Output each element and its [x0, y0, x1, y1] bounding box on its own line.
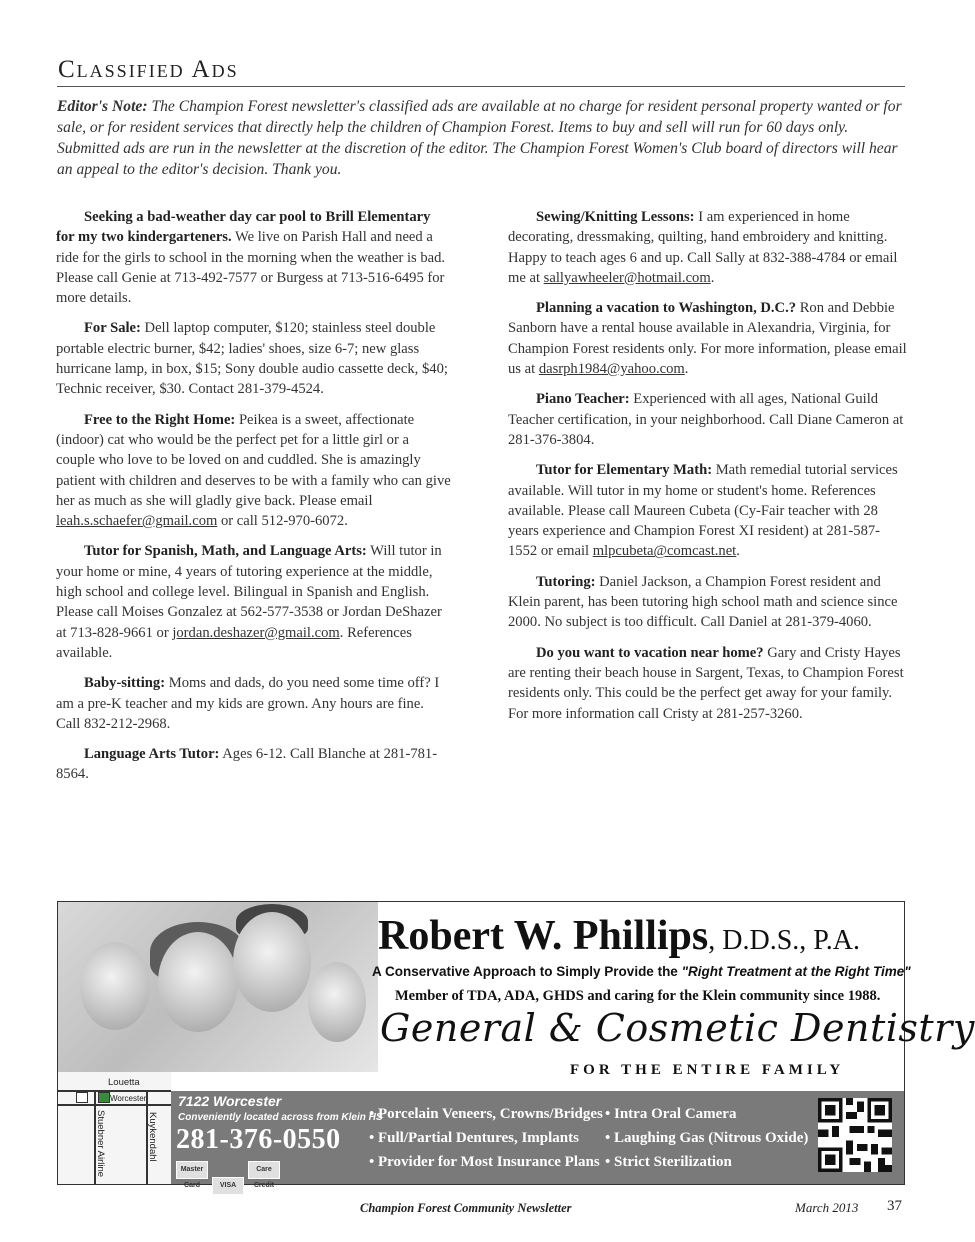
classified-ad [508, 572, 908, 633]
service-item: • Intra Oral Camera [605, 1106, 737, 1122]
page-number: 37 [887, 1198, 902, 1214]
family-photo [58, 902, 378, 1072]
map-label-stuebner: Stuebner Airline [95, 1110, 106, 1178]
tagline-emphasis: "Right Treatment at the Right Time" [681, 964, 911, 979]
editor-note [57, 96, 907, 180]
email-link[interactable]: sallyawheeler@hotmail.com [543, 269, 711, 286]
editor-note-text: The Champion Forest newsletter's classified ads are available at no charge for resident personal property wanted or for sale, or for resident services that directly help the children of Champion Forest. Items to buy and sell will run for 60 days only. Submitted ads are run in the newsletter at the discretion of the editor. The Champion Forest Women's Club board of directors will hear an appeal to the editor's decision. Thank you. [57, 98, 902, 178]
ad-body-end: . [710, 269, 715, 286]
classified-ad [56, 318, 451, 399]
email-link[interactable]: mlpcubeta@comcast.net [592, 543, 737, 560]
ad-body-end: . References available. [56, 624, 412, 661]
ad-heading: Sewing/Knitting Lessons: [536, 209, 695, 225]
membership-line: Member of TDA, ADA, GHDS and caring for the Klein community since 1988. [395, 988, 881, 1004]
ad-body: Dell laptop computer, $120; stainless steel double portable electric burner, $42; ladies' shoes, size 6-7; new glass hurricane lamp, in box, $15; Sony double audio cassette deck, $40; Technic receiver, $30. Contact 281-379-4524. [56, 320, 448, 398]
title-rule [57, 86, 905, 87]
family-subtitle: FOR THE ENTIRE FAMILY [570, 1062, 845, 1078]
classified-ad [56, 207, 451, 308]
qr-code-icon [818, 1098, 892, 1172]
ad-body: We live on Parish Hall and need a ride for the girls to school in the morning when the weather is bad. Please call Genie at 713-492-7577 or Burgess at 713-516-6495 for more details. [56, 229, 446, 307]
left-column [56, 207, 451, 795]
ad-body: Gary and Cristy Hayes are renting their beach house in Sargent, Texas, to Champion Forest residents only. This could be the perfect get away for your family. For more information call Cristy at 281-257-3260. [508, 644, 904, 722]
email-link[interactable]: jordan.deshazer@gmail.com [172, 624, 340, 641]
classified-ad [56, 744, 451, 785]
ad-body-end: . [684, 361, 689, 378]
ad-body-end: . [736, 543, 740, 560]
ad-heading: Seeking a bad-weather day car pool to Brill Elementary for my two kindergarteners. [56, 209, 431, 246]
ad-body: Experienced with all ages, National Guild Teacher certification, in your neighborhood. Call Diane Cameron at 281-376-3804. [508, 391, 904, 448]
classified-ad [56, 673, 451, 734]
ad-body: I am experienced in home decorating, dressmaking, quilting, hand embroidery and knitting. Happy to teach ages 6 and up. Call Sally at 832-388-4784 or email me at [508, 209, 898, 286]
office-phone: 281-376-0550 [176, 1124, 341, 1155]
ad-body: Daniel Jackson, a Champion Forest resident and Klein parent, has been tutoring high school math and science since 2000. No subject is too difficult. Call Daniel at 281-379-4060. [508, 573, 898, 631]
payment-cards [176, 1161, 284, 1195]
address-note: Conveniently located across from Klein HS [178, 1112, 383, 1123]
tagline-prefix: A Conservative Approach to Simply Provide the [372, 964, 682, 979]
ad-tagline [372, 964, 911, 979]
ad-heading: Free to the Right Home: [84, 411, 236, 428]
map-building [98, 1092, 110, 1103]
face-shape [308, 962, 366, 1042]
ad-heading: Tutor for Elementary Math: [536, 462, 713, 479]
face-shape [80, 942, 150, 1030]
ad-heading: Planning a vacation to Washington, D.C.? [536, 300, 797, 317]
service-item: • Laughing Gas (Nitrous Oxide) [605, 1130, 809, 1146]
face-shape [233, 912, 311, 1012]
dentist-advertisement [57, 901, 975, 1189]
ad-heading: Tutor for Spanish, Math, and Language Arts: [84, 543, 367, 560]
ad-heading: Baby-sitting: [84, 675, 166, 692]
classified-ad [508, 389, 908, 450]
service-item: • Strict Sterilization [605, 1154, 732, 1170]
services-left [369, 1102, 603, 1174]
dentist-name-text: Robert W. Phillips [378, 913, 709, 959]
dentist-name [378, 912, 860, 960]
map-label-kuykendahl: Kuykendahl [147, 1112, 158, 1162]
map-label-louetta: Louetta [108, 1077, 140, 1088]
location-map [58, 1072, 171, 1184]
classified-ad [508, 207, 908, 288]
classified-ad [56, 410, 451, 532]
section-title: Classified Ads [58, 56, 239, 83]
card-mastercard: Master Card [176, 1161, 208, 1179]
services-right [605, 1102, 808, 1174]
card-visa: VISA [212, 1177, 244, 1195]
right-column [508, 207, 908, 734]
ad-heading: Tutoring: [536, 573, 596, 590]
map-road [58, 1090, 171, 1092]
service-item: • Provider for Most Insurance Plans [369, 1154, 600, 1170]
ad-heading: Language Arts Tutor: [84, 746, 220, 763]
editor-note-label: Editor's Note: [57, 98, 148, 115]
ad-body-end: or call 512-970-6072. [217, 513, 348, 530]
classified-ad [508, 460, 908, 561]
email-link[interactable]: leah.s.schaefer@gmail.com [56, 513, 218, 530]
ad-heading: For Sale: [84, 320, 141, 337]
email-link[interactable]: dasrph1984@yahoo.com [538, 361, 685, 378]
ad-body: Ron and Debbie Sanborn have a rental house available in Alexandria, Virginia, for Champion Forest residents only. For more information, please email us at [508, 300, 907, 378]
face-shape [158, 932, 238, 1032]
card-carecredit: Care Credit [248, 1161, 280, 1179]
classified-ad [508, 298, 908, 379]
ad-body: Ages 6-12. Call Blanche at 281-781-8564. [56, 746, 438, 783]
ad-body: Math remedial tutorial services available. Will tutor in my home or student's home. References available. Please call Maureen Cubeta (Cy-Fair teacher with 28 years experience and Champion Forest XI resident) at 281-587-1552 or email [508, 462, 898, 560]
ad-heading: Do you want to vacation near home? [536, 644, 764, 661]
ad-body: Will tutor in your home or mine, 4 years of tutoring experience at the middle, high school and college level. Bilingual in Spanish and English. Please call Moises Gonzalez at 562-577-3538 or Jordan DeShazer at 713-828-9661 or [56, 543, 442, 641]
ad-body: Peikea is a sweet, affectionate (indoor) cat who would be the perfect pet for a little girl or a couple who love to be loved on and cuddled. She is amazingly patient with children and deserves to be with a family who can give her as much as she will gladly give back. Please email [56, 411, 451, 509]
footer-date: March 2013 [795, 1200, 859, 1215]
map-building [76, 1092, 88, 1103]
classified-ad [56, 541, 451, 663]
script-title: General & Cosmetic Dentistry [380, 1006, 975, 1050]
ad-body: Moms and dads, do you need some time off? I am a pre-K teacher and my kids are grown. Any hours are fine. Call 832-212-2968. [56, 675, 440, 732]
classified-ad [508, 643, 908, 724]
map-road [58, 1104, 171, 1106]
service-item: • Full/Partial Dentures, Implants [369, 1130, 579, 1146]
office-address: 7122 Worcester [178, 1093, 282, 1109]
ad-heading: Piano Teacher: [536, 391, 630, 408]
service-item: • Porcelain Veneers, Crowns/Bridges [369, 1106, 603, 1122]
footer-publication: Champion Forest Community Newsletter [360, 1201, 572, 1215]
map-label-worcester: Worcester [110, 1094, 147, 1103]
dentist-credentials: , D.D.S., P.A. [708, 925, 860, 956]
